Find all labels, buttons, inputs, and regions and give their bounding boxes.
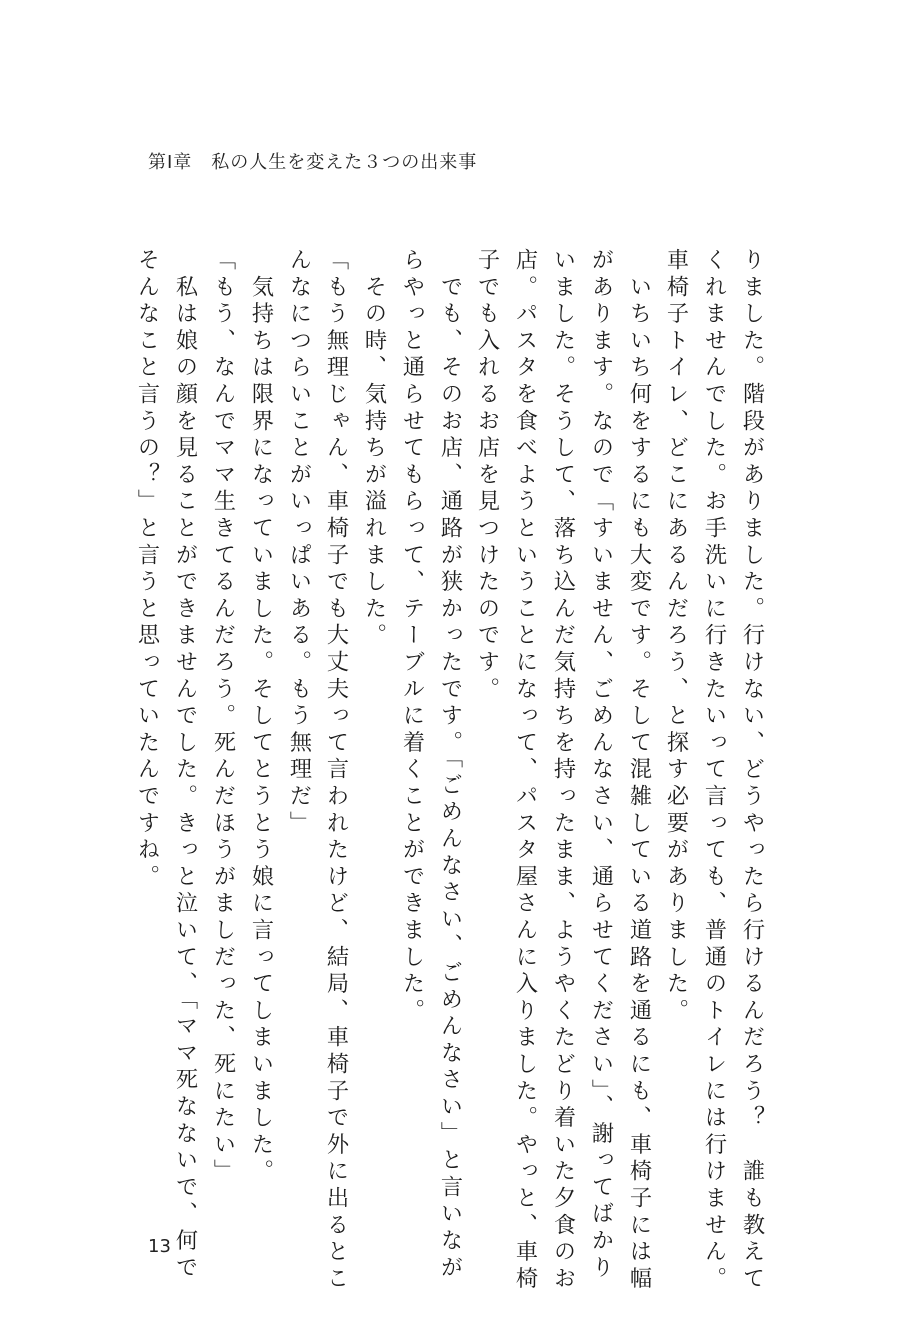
text-line: 子でも入れるお店を見つけたのです。 [474, 248, 500, 704]
text-line: その時、気持ちが溢れました。 [361, 248, 387, 650]
text-line: いちいち何をするにも大変です。そして混雑している道路を通るにも、車椅子には幅 [626, 248, 652, 1294]
text-line: んなにつらいことがいっぱいある。もう無理だ」 [286, 248, 312, 838]
text-line: 店。パスタを食べようということになって、パスタ屋さんに入りました。やっと、車椅 [512, 248, 538, 1294]
text-line: 「もう、なんでママ生きてるんだろう。死んだほうがましだった、死にたい」 [210, 248, 236, 1186]
text-line: 気持ちは限界になっていました。そしてとうとう娘に言ってしまいました。 [248, 248, 274, 1186]
text-line: くれませんでした。お手洗いに行きたいって言っても、普通のトイレには行けません。 [701, 248, 727, 1294]
text-line: らやっと通らせてもらって、テーブルに着くことができました。 [399, 248, 425, 1026]
running-header: 第Ⅰ章 私の人生を変えた３つの出来事 [148, 152, 478, 173]
page-number: 13 [148, 1236, 171, 1257]
text-line: 私は娘の顔を見ることができませんでした。きっと泣いて、「ママ死なないで、何で [172, 248, 198, 1283]
text-line: でも、そのお店、通路が狭かったです。「ごめんなさい、ごめんなさい」と言いなが [437, 248, 463, 1283]
body-text [0, 248, 900, 1294]
text-line: そんなこと言うの？」と言うと思っていたんですね。 [134, 248, 160, 892]
text-line: 「もう無理じゃん、車椅子でも大丈夫って言われたけど、結局、車椅子で外に出るとこ [323, 248, 349, 1294]
text-line: があります。なので「すいません、ごめんなさい、通らせてください」、謝ってばかり [588, 248, 614, 1283]
text-line: りました。階段がありました。行けない、どうやったら行けるんだろう？ 誰も教えて [739, 248, 765, 1294]
text-line: 車椅子トイレ、どこにあるんだろう、と探す必要がありました。 [663, 248, 689, 1026]
text-line: いました。そうして、落ち込んだ気持ちを持ったまま、ようやくたどり着いた夕食のお [550, 248, 576, 1294]
